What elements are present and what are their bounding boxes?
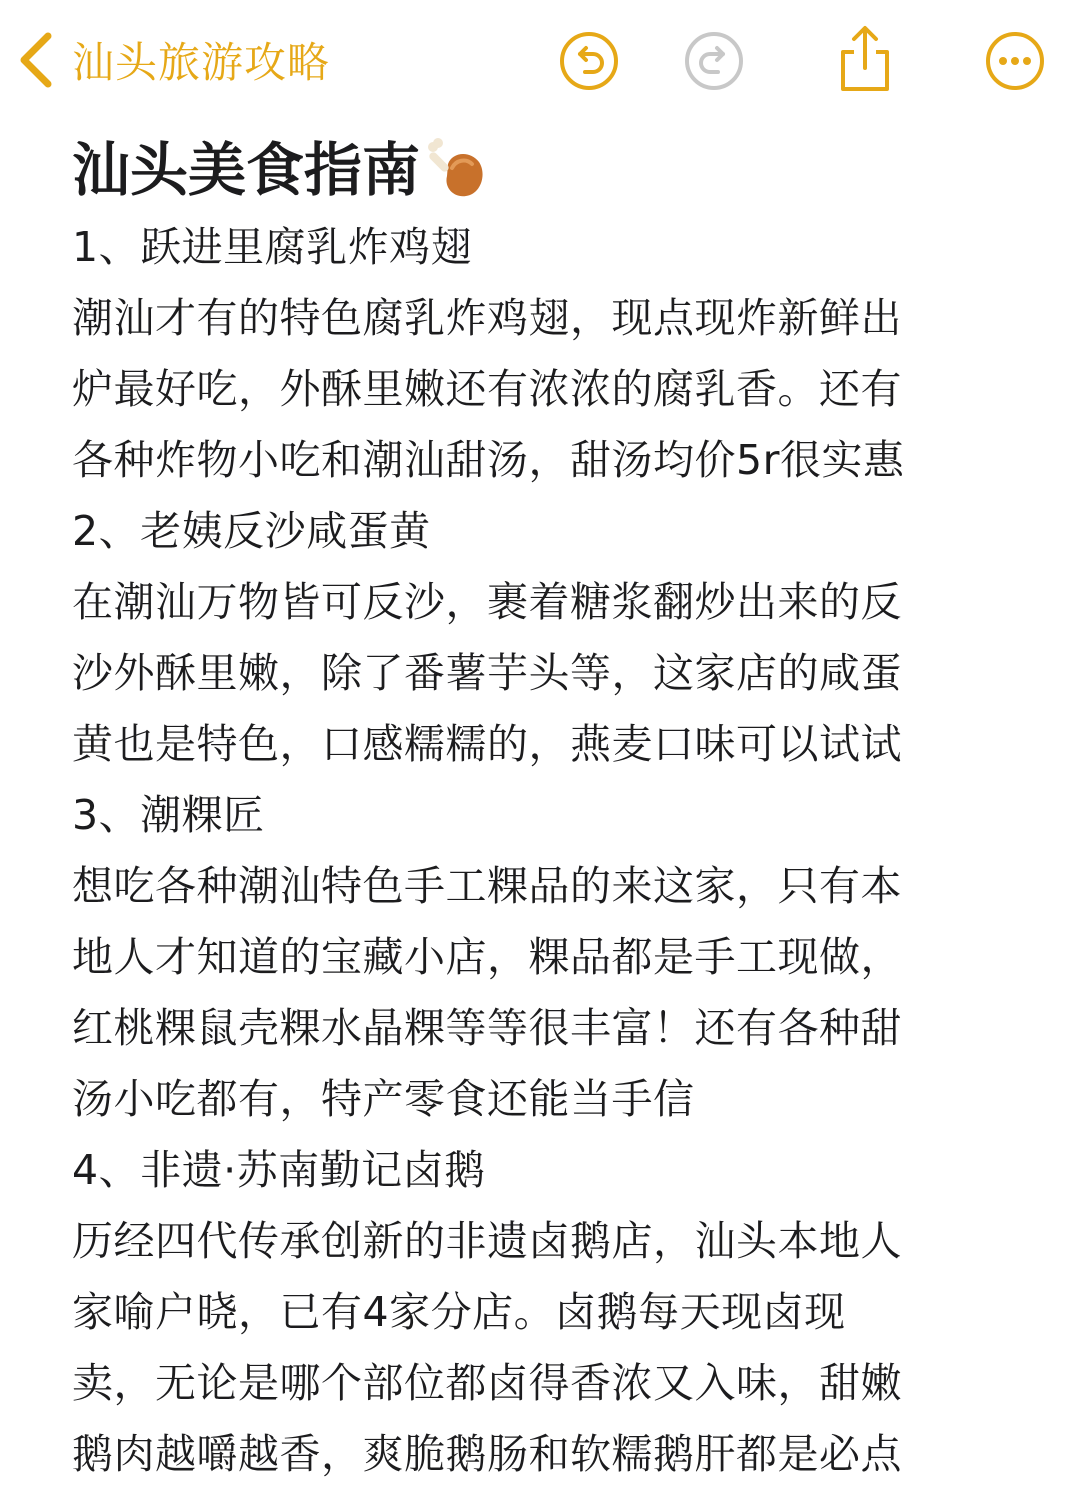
back-label: 汕头旅游攻略: [72, 38, 331, 87]
navigation-bar: [0, 0, 1080, 120]
note-body[interactable]: [72, 128, 1012, 1490]
note-line: 炉最好吃，外酥里嫩还有浓浓的腐乳香。还有: [72, 365, 902, 413]
note-line: 黄也是特色，口感糯糯的，燕麦口味可以试试: [72, 720, 902, 768]
note-line: 想吃各种潮汕特色手工粿品的来这家，只有本: [72, 862, 902, 910]
note-title: [72, 128, 1012, 212]
note-line: 各种炸物小吃和潮汕甜汤，甜汤均价5r很实惠: [72, 436, 905, 484]
note-line: 3、潮粿匠: [72, 791, 265, 839]
chevron-left-icon: [18, 32, 54, 88]
note-line: 地人才知道的宝藏小店，粿品都是手工现做，: [72, 933, 902, 981]
note-line: 4、非遗·苏南勤记卤鹅: [72, 1146, 486, 1194]
note-title-text: 汕头美食指南: [72, 136, 421, 204]
redo-button[interactable]: [683, 30, 745, 92]
more-icon: [984, 30, 1046, 92]
note-line: 鹅肉越嚼越香，爽脆鹅肠和软糯鹅肝都是必点: [72, 1430, 902, 1478]
share-button[interactable]: [834, 24, 896, 94]
note-line: 历经四代传承创新的非遗卤鹅店，汕头本地人: [72, 1217, 902, 1265]
note-line: 沙外酥里嫩，除了番薯芋头等，这家店的咸蛋: [72, 649, 902, 697]
note-line: 潮汕才有的特色腐乳炸鸡翅，现点现炸新鲜出: [72, 294, 902, 342]
more-button[interactable]: [984, 30, 1046, 92]
undo-icon: [558, 30, 620, 92]
note-line: 2、老姨反沙咸蛋黄: [72, 507, 431, 555]
note-line: 卖，无论是哪个部位都卤得香浓又入味，甜嫩: [72, 1359, 902, 1407]
note-line: 红桃粿鼠壳粿水晶粿等等很丰富！还有各种甜: [72, 1004, 902, 1052]
redo-icon: [683, 30, 745, 92]
undo-button[interactable]: [558, 30, 620, 92]
poultry-leg-icon: [426, 138, 486, 202]
note-line: 家喻户晓，已有4家分店。卤鹅每天现卤现: [72, 1288, 846, 1336]
back-button[interactable]: [18, 28, 330, 92]
note-line: 1、跃进里腐乳炸鸡翅: [72, 223, 473, 271]
note-line: 汤小吃都有，特产零食还能当手信: [72, 1075, 695, 1123]
note-line: 在潮汕万物皆可反沙，裹着糖浆翻炒出来的反: [72, 578, 902, 626]
share-icon: [834, 24, 896, 94]
